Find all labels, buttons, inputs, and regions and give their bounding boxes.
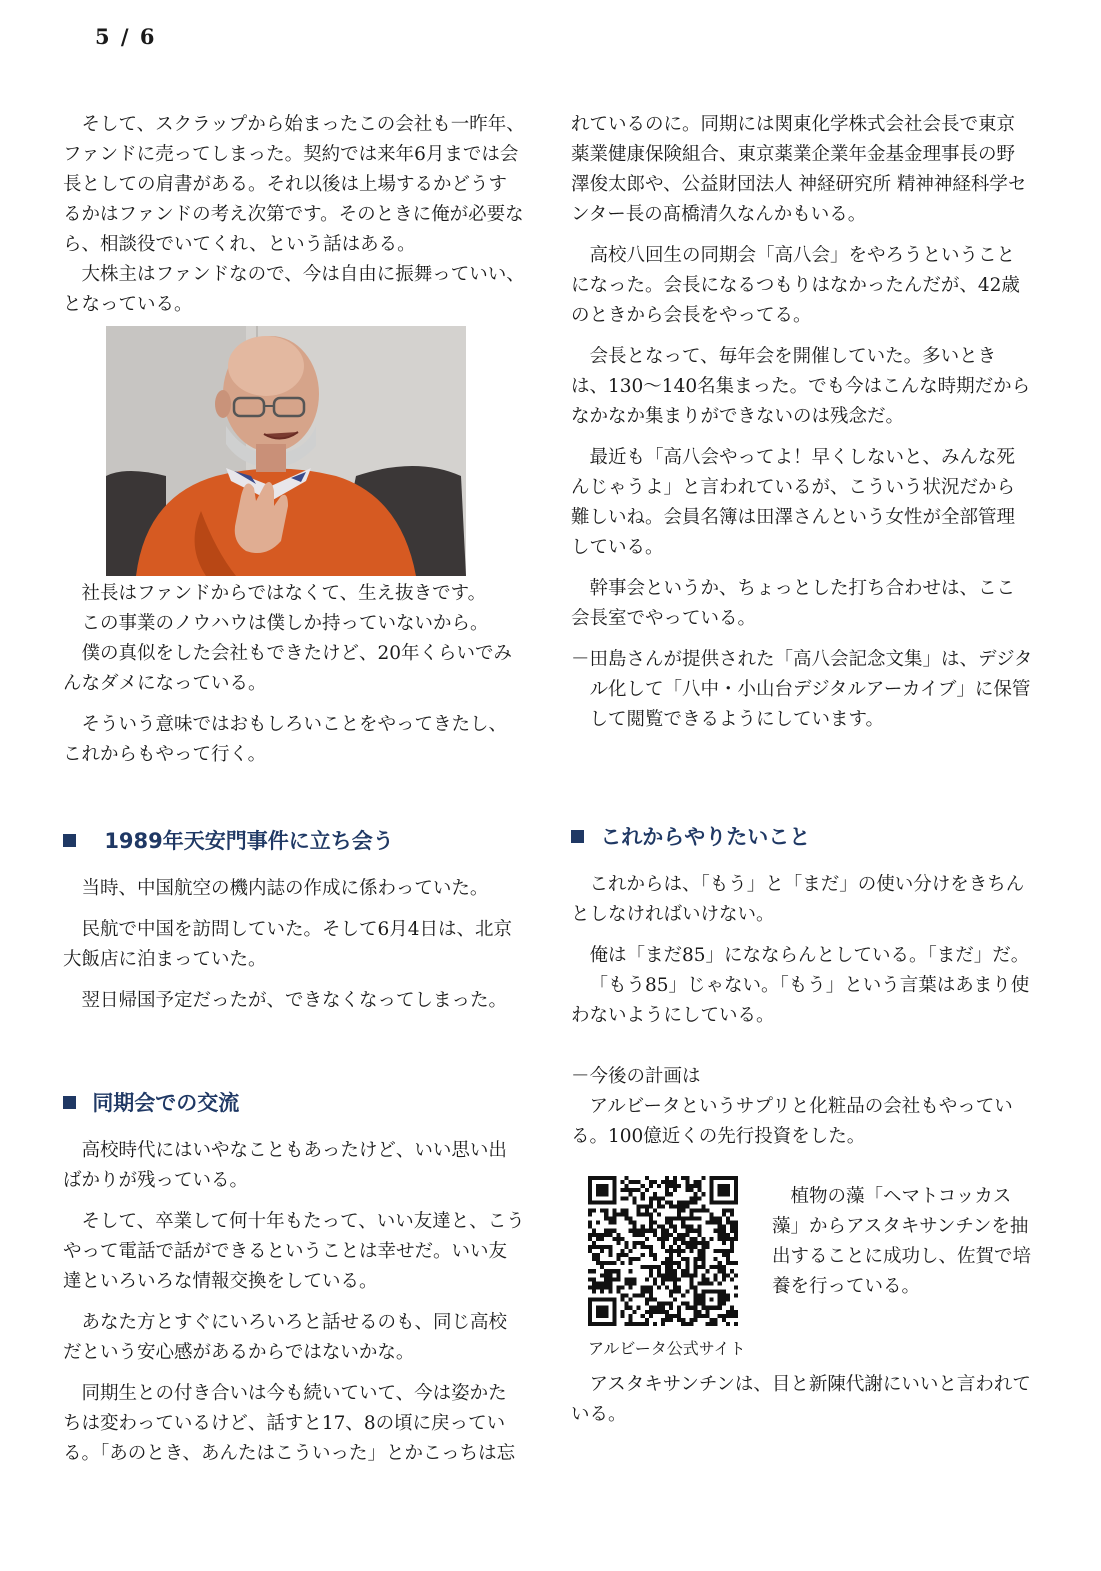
paragraph: 高校八回生の同期会「高八会」をやろうということになった。会長になるつもりはなかったんだが、42歳のときから会長をやってる。 bbox=[571, 245, 1020, 326]
qr-caption: アルビータ公式サイト bbox=[588, 1339, 746, 1358]
plan-text bbox=[571, 1062, 1033, 1152]
paragraph: アスタキサンチンは、目と新陳代謝にいいと言われている。 bbox=[571, 1374, 1031, 1425]
paragraph: 当時、中国航空の機内誌の作成に係わっていた。 bbox=[81, 878, 489, 899]
heading-text: 1989年天安門事件に立ち会う bbox=[104, 829, 394, 853]
paragraph: 翌日帰国予定だったが、できなくなってしまった。 bbox=[81, 990, 508, 1011]
paragraph: あなた方とすぐにいろいろと話せるのも、同じ高校だという安心感があるからではないかな。 bbox=[63, 1312, 508, 1363]
plan-question: －今後の計画は bbox=[571, 1066, 701, 1087]
paragraph: そして、卒業して何十年もたって、いい友達と、こうやって電話で話ができるということは幸せだ。いい友達といろいろな情報交換をしている。 bbox=[63, 1211, 525, 1292]
heading-text: これからやりたいこと bbox=[600, 825, 811, 849]
paragraph: これからは、「もう」と「まだ」の使い分けをきちんとしなければいけない。 bbox=[571, 874, 1025, 925]
note-text: 田島さんが提供された「高八会記念文集」は、デジタル化して「八中・小山台デジタルアーカイブ」に保管して閲覧できるようにしています。 bbox=[589, 649, 1033, 730]
future-text bbox=[571, 870, 1033, 1031]
paragraph: そういう意味ではおもしろいことをやってきたし、これからもやって行く。 bbox=[63, 714, 508, 765]
paragraph: そして、スクラップから始まったこの会社も一昨年、ファンドに売ってしまった。契約では来年6月までは会長としての肩書がある。それ以後は上場するかどうするかはファンドの考え次第です。そのときに俺が必要なら、相談役でいてくれ、という話はある。 bbox=[63, 114, 525, 255]
interview-photo bbox=[106, 326, 466, 576]
heading-text: 同期会での交流 bbox=[92, 1091, 240, 1115]
section-heading-tiananmen bbox=[63, 826, 394, 856]
archive-note bbox=[571, 645, 1033, 735]
paragraph: 「もう85」じゃない。「もう」という言葉はあまり使わないようにしている。 bbox=[571, 975, 1030, 1026]
square-bullet-icon bbox=[63, 834, 76, 847]
paragraph: 同期生との付き合いは今も続いていて、今は姿かたちは変わっているけど、話すと17、8の頃に戻っている。「あのとき、あんたはこういった」とかこっちは忘 bbox=[63, 1383, 516, 1464]
paragraph: 俺は「まだ85」になならんとしている。「まだ」だ。 bbox=[589, 945, 1030, 966]
section-heading-future bbox=[571, 822, 810, 852]
section-heading-doukikai bbox=[63, 1088, 239, 1118]
paragraph: 最近も「高八会やってよ！早くしないと、みんな死んじゃうよ」と言われているが、こういう状況だから難しいね。会員名簿は田澤さんという女性が全部管理している。 bbox=[571, 447, 1016, 558]
paragraph: 幹事会というか、ちょっとした打ち合わせは、ここ会長室でやっている。 bbox=[571, 578, 1016, 629]
paragraph: 高校時代にはいやなこともあったけど、いい思い出ばかりが残っている。 bbox=[63, 1140, 507, 1191]
algae-text bbox=[772, 1182, 1034, 1302]
paragraph: 会長となって、毎年会を開催していた。多いときは、130〜140名集まった。でも今はこんな時期だからなかなか集まりができないのは残念だ。 bbox=[571, 346, 1031, 427]
qr-code[interactable] bbox=[588, 1176, 738, 1326]
paragraph: 僕の真似をした会社もできたけど、20年くらいでみんなダメになっている。 bbox=[63, 643, 513, 694]
page-number: 5 / 6 bbox=[95, 24, 157, 49]
paragraph: 大株主はファンドなので、今は自由に振舞っていい、となっている。 bbox=[63, 264, 525, 315]
right-top-text bbox=[571, 110, 1033, 735]
paragraph: れているのに。同期には関東化学株式会社会長で東京薬業健康保険組合、東京薬業企業年金基金理事長の野澤俊太郎や、公益財団法人 神経研究所 精神神経科学センター長の髙橋清久なんかもいる。 bbox=[571, 114, 1027, 225]
paragraph: 社長はファンドからではなくて、生え抜きです。 bbox=[81, 583, 487, 604]
square-bullet-icon bbox=[571, 830, 584, 843]
paragraph: アルビータというサプリと化粧品の会社もやっている。100億近くの先行投資をした。 bbox=[571, 1096, 1013, 1147]
doukikai-text bbox=[63, 1136, 525, 1469]
dash-mark: － bbox=[571, 649, 590, 670]
paragraph: 植物の藻「ヘマトコッカス藻」からアスタキサンチンを抽出することに成功し、佐賀で培養を行っている。 bbox=[772, 1186, 1032, 1297]
paragraph: この事業のノウハウは僕しか持っていないから。 bbox=[81, 613, 489, 634]
tiananmen-text bbox=[63, 874, 525, 1016]
after-photo-text bbox=[63, 579, 525, 770]
square-bullet-icon bbox=[63, 1096, 76, 1109]
closing-text bbox=[571, 1370, 1033, 1430]
paragraph: 民航で中国を訪問していた。そして6月4日は、北京大飯店に泊まっていた。 bbox=[63, 919, 513, 970]
intro-text bbox=[63, 110, 525, 320]
